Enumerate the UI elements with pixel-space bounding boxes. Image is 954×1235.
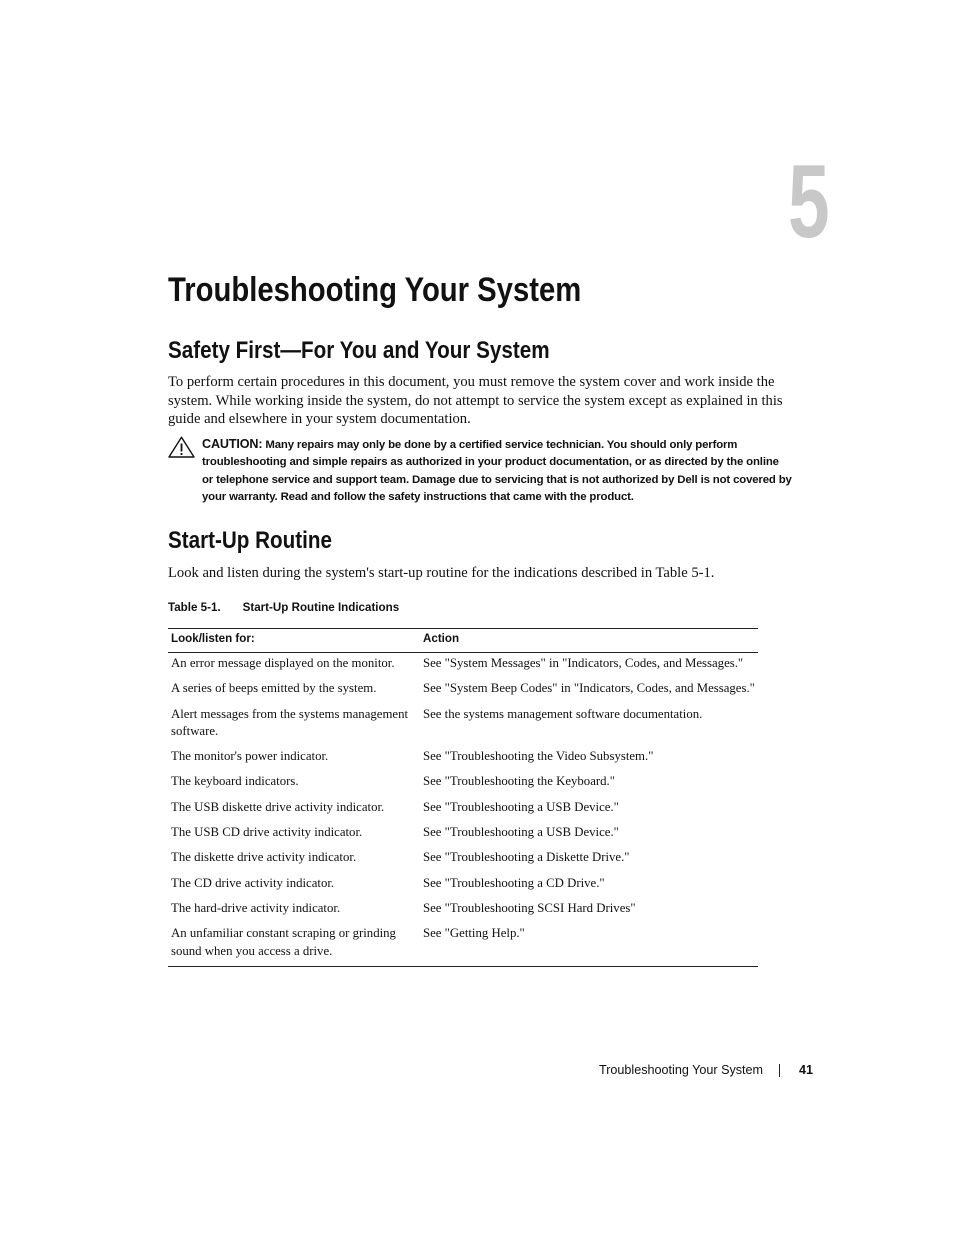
startup-section-heading: Start-Up Routine xyxy=(168,527,332,554)
table-cell-indication: The keyboard indicators. xyxy=(171,774,299,789)
startup-paragraph: Look and listen during the system's start-up routine for the indications described in Table 5-1. xyxy=(168,565,715,581)
table-header-row xyxy=(168,629,758,653)
table-cell-action: See "System Messages" in "Indicators, Codes, and Messages." xyxy=(423,656,744,670)
safety-section-heading: Safety First—For You and Your System xyxy=(168,337,550,364)
table-cell-action: See "Troubleshooting a Diskette Drive." xyxy=(423,850,630,865)
table-cell-action: See "Getting Help." xyxy=(420,924,758,966)
table-cell-indication: The monitor's power indicator. xyxy=(171,749,329,764)
table-row xyxy=(168,924,758,966)
footer-divider xyxy=(779,1064,780,1077)
table-cell-action: See "Troubleshooting the Keyboard." xyxy=(423,774,615,789)
table-cell-action: See the systems management software documentation. xyxy=(423,706,703,721)
table-caption-title: Start-Up Routine Indications xyxy=(242,601,400,614)
table-cell-action: See "System Beep Codes" in "Indicators, Codes, and Messages." xyxy=(423,681,755,696)
table-caption-number: Table 5-1. xyxy=(168,601,221,614)
startup-indications-table xyxy=(168,628,758,967)
table-header-action: Action xyxy=(420,629,758,653)
warning-triangle-icon xyxy=(168,436,195,458)
table-row xyxy=(168,747,758,772)
table-cell-action: See "Troubleshooting a USB Device." xyxy=(423,799,619,814)
table-cell-indication: Alert messages from the systems management software. xyxy=(171,706,409,738)
table-cell-indication: An unfamiliar constant scraping or grinding sound when you access a drive. xyxy=(168,924,420,966)
chapter-number: 5 xyxy=(788,144,830,260)
footer-title: Troubleshooting Your System xyxy=(599,1063,764,1077)
caution-text xyxy=(202,436,792,506)
table-row xyxy=(168,899,758,924)
caution-label: CAUTION: xyxy=(202,437,263,451)
table-row xyxy=(168,679,758,704)
table-cell-action: See "Troubleshooting a USB Device." xyxy=(423,825,619,840)
table-row xyxy=(168,653,758,680)
table-row xyxy=(168,798,758,823)
table-row xyxy=(168,772,758,797)
caution-body: Many repairs may only be done by a certified service technician. You should only perform troubleshooting and simple repairs as authorized in your product documentation, or as directed by the online or telephone service and support team. Damage due to servicing that is not authorized by Dell is not covered by your warranty. Read and follow the safety instructions that came with the product. xyxy=(202,439,792,503)
safety-paragraph: To perform certain procedures in this document, you must remove the system cover and work inside the system. While working inside the system, do not attempt to service the system except as explained in this guide and elsewhere in your system documentation. xyxy=(168,374,783,428)
table-cell-indication: The hard-drive activity indicator. xyxy=(171,900,341,915)
page-number: 41 xyxy=(799,1063,814,1077)
table-cell-action: See "Troubleshooting SCSI Hard Drives" xyxy=(423,900,636,915)
table-row xyxy=(168,823,758,848)
table-cell-action: See "Troubleshooting the Video Subsystem." xyxy=(423,749,654,764)
chapter-title: Troubleshooting Your System xyxy=(168,271,582,309)
table-cell-indication: The diskette drive activity indicator. xyxy=(171,850,357,865)
table-cell-action: See "Troubleshooting a CD Drive." xyxy=(423,875,605,890)
table-cell-indication: The USB CD drive activity indicator. xyxy=(171,825,363,840)
table-row xyxy=(168,874,758,899)
table-cell-indication: An error message displayed on the monitor. xyxy=(171,656,395,670)
table-row xyxy=(168,705,758,748)
table-cell-indication: A series of beeps emitted by the system. xyxy=(171,681,377,696)
table-caption xyxy=(168,600,399,616)
table-cell-indication: The USB diskette drive activity indicator. xyxy=(171,799,385,814)
table-cell-indication: The CD drive activity indicator. xyxy=(171,875,335,890)
table-row xyxy=(168,848,758,873)
table-header-look-listen: Look/listen for: xyxy=(168,629,420,653)
